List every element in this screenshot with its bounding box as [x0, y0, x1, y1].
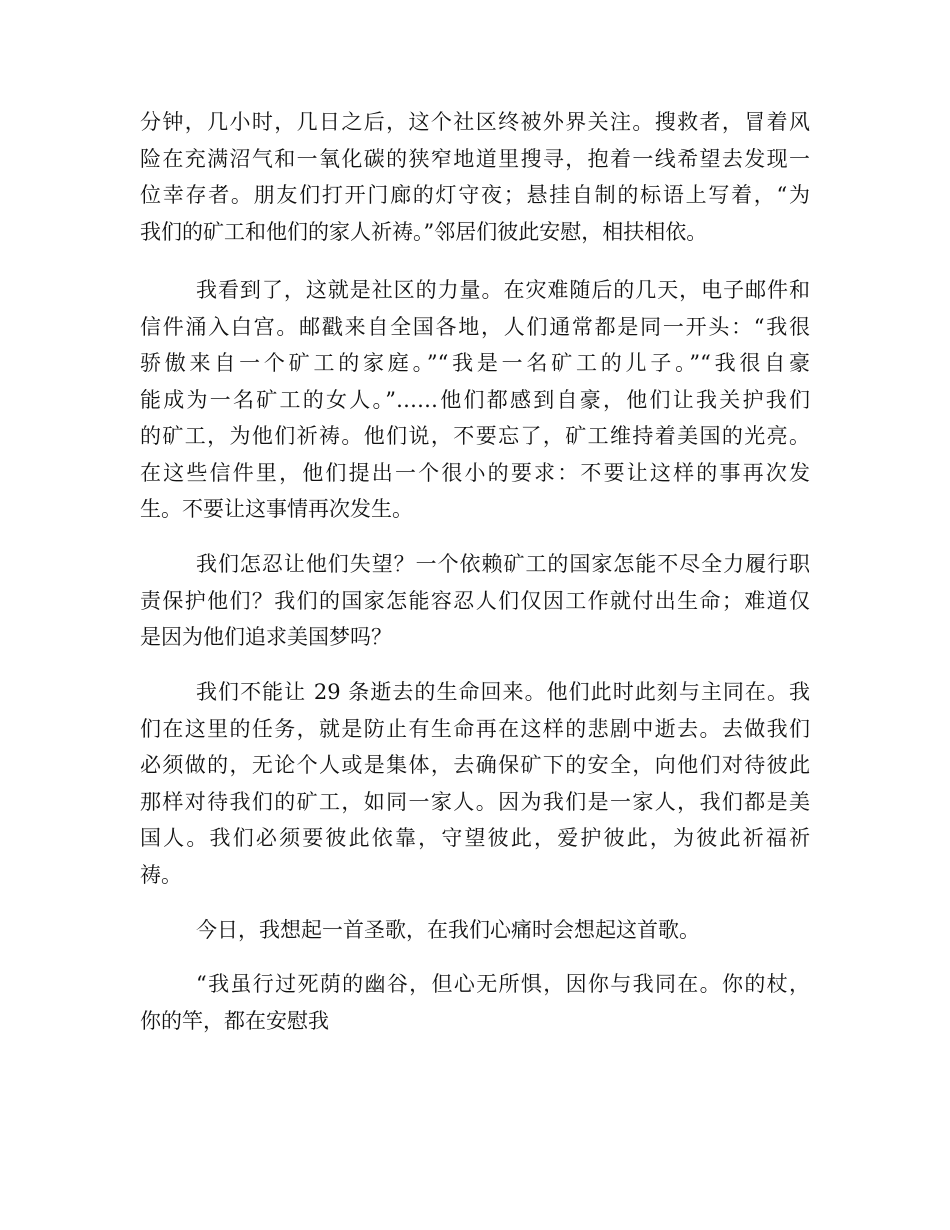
text-line: 能成为一名矿工的女人。”……他们都感到自豪，他们让我关护我们 — [140, 387, 810, 412]
text-line: 骄傲来自一个矿工的家庭。”“我是一名矿工的儿子。”“我很自豪 — [140, 351, 810, 375]
paragraph-3 — [140, 546, 810, 656]
paragraph-6 — [140, 966, 810, 1039]
paragraph-1 — [140, 104, 810, 250]
text-line: 今日，我想起一首圣歌，在我们心痛时会想起这首歌。 — [196, 918, 700, 942]
paragraph-2 — [140, 272, 810, 528]
text-line: 在这些信件里，他们提出一个很小的要求：不要让这样的事再次发 — [140, 460, 810, 485]
text-line: 我们的矿工和他们的家人祈祷。”邻居们彼此安慰，相扶相依。 — [140, 219, 708, 244]
text-line: 你的竿，都在安慰我 — [140, 1008, 329, 1033]
text-line: 信件涌入白宫。邮戳来自全国各地，人们通常都是同一开头：“我很 — [140, 314, 810, 339]
text-line: 那样对待我们的矿工，如同一家人。因为我们是一家人，我们都是美 — [140, 789, 810, 814]
text-line: 分钟，几小时，几日之后，这个社区终被外界关注。搜救者，冒着风 — [140, 110, 810, 134]
text-line: “我虽行过死荫的幽谷，但心无所惧，因你与我同在。你的杖， — [196, 972, 810, 996]
text-line: 是因为他们追求美国梦吗？ — [140, 625, 392, 649]
text-line: 必须做的，无论个人或是集体，去确保矿下的安全，向他们对待彼此 — [140, 753, 810, 777]
text-line: 我们不能让 29 条逝去的生命回来。他们此时此刻与主同在。我 — [196, 680, 810, 704]
paragraph-4 — [140, 674, 810, 893]
text-line: 生。不要让这事情再次发生。 — [140, 497, 413, 521]
text-line: 的矿工，为他们祈祷。他们说，不要忘了，矿工维持着美国的光亮。 — [140, 424, 810, 448]
text-line: 祷。 — [140, 862, 182, 887]
text-line: 位幸存者。朋友们打开门廊的灯守夜；悬挂自制的标语上写着，“为 — [140, 183, 810, 207]
text-line: 险在充满沼气和一氧化碳的狭窄地道里搜寻，抱着一线希望去发现一 — [140, 146, 810, 171]
text-line: 我看到了，这就是社区的力量。在灾难随后的几天，电子邮件和 — [196, 278, 810, 302]
text-line: 我们怎忍让他们失望？一个依赖矿工的国家怎能不尽全力履行职 — [196, 552, 810, 576]
text-line: 责保护他们？我们的国家怎能容忍人们仅因工作就付出生命；难道仅 — [140, 588, 810, 613]
text-line: 们在这里的任务，就是防止有生命再在这样的悲剧中逝去。去做我们 — [140, 716, 810, 741]
paragraph-5 — [140, 912, 810, 949]
text-line: 国人。我们必须要彼此依靠，守望彼此，爱护彼此，为彼此祈福祈 — [140, 826, 810, 850]
